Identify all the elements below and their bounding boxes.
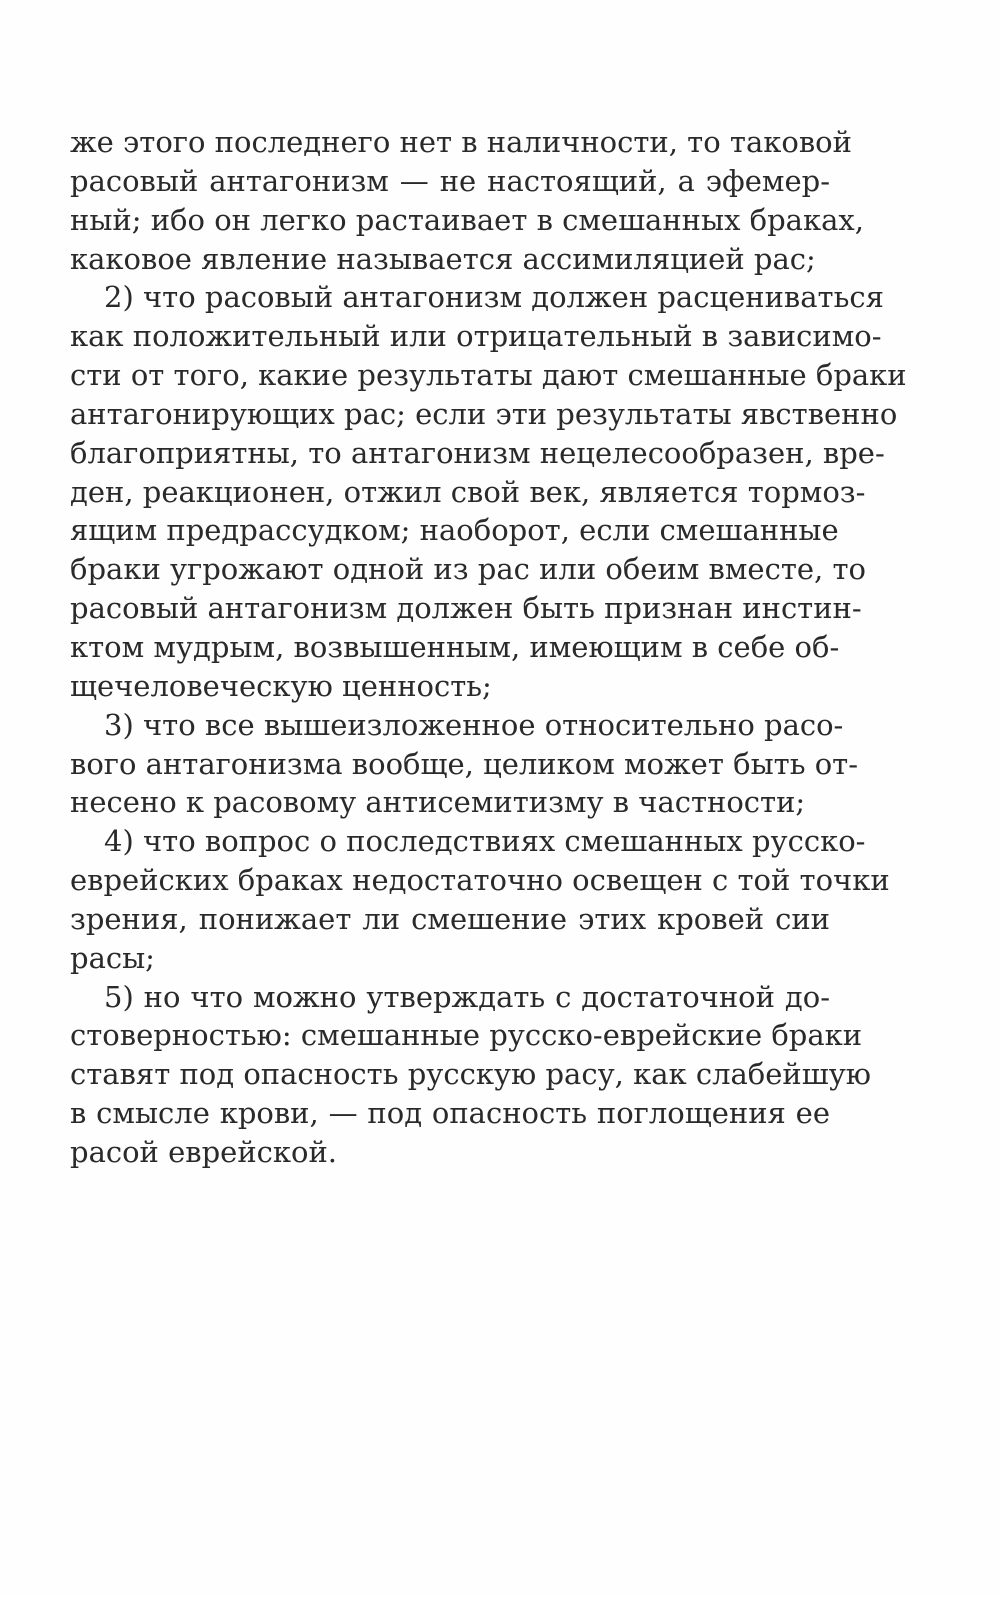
text-line: каковое явление называется ассимиляцией рас; xyxy=(70,241,816,276)
list-item-5-line: 5) но что можно утверждать с достаточной до- xyxy=(104,979,830,1014)
text-line: же этого последнего нет в наличности, то таковой xyxy=(70,125,852,159)
text-line: расы; xyxy=(70,940,155,975)
text-line: как положительный или отрицательный в зависимо- xyxy=(70,319,882,354)
body-text xyxy=(70,123,907,1172)
text-line: ставят под опасность русскую расу, как слабейшую xyxy=(70,1057,872,1092)
text-line: в смысле крови, — под опасность поглощения ее xyxy=(70,1096,830,1131)
text-line: расой еврейской. xyxy=(70,1134,338,1169)
text-line: расовый антагонизм должен быть признан инстин- xyxy=(70,591,862,626)
text-line: зрения, понижает ли смешение этих кровей сии xyxy=(70,901,830,936)
list-item-4-line: 4) что вопрос о последствиях смешанных русско- xyxy=(104,824,866,859)
text-line: еврейских браках недостаточно освещен с той точки xyxy=(70,863,890,898)
text-line: расовый антагонизм — не настоящий, а эфемер- xyxy=(70,163,830,198)
text-line: щечеловеческую ценность; xyxy=(70,668,492,703)
text-line: несено к расовому антисемитизму в частности; xyxy=(70,785,806,820)
text-line: ктом мудрым, возвышенным, имеющим в себе об- xyxy=(70,629,840,664)
text-line: стоверностью: смешанные русско-еврейские браки xyxy=(70,1018,863,1053)
text-line: ден, реакционен, отжил свой век, является тормоз- xyxy=(70,474,866,509)
list-item-3-line: 3) что все вышеизложенное относительно расо- xyxy=(104,707,844,742)
text-line: благоприятны, то антагонизм нецелесообразен, вре- xyxy=(70,435,885,470)
text-line: ный; ибо он легко растаивает в смешанных браках, xyxy=(70,202,864,237)
text-line: вого антагонизма вообще, целиком может быть от- xyxy=(70,746,858,781)
text-line: антагонирующих рас; если эти результаты явственно xyxy=(70,396,898,431)
list-item-2-line: 2) что расовый антагонизм должен расцениваться xyxy=(104,280,884,315)
text-line: сти от того, какие результаты дают смешанные браки xyxy=(70,358,907,393)
text-line: ящим предрассудком; наоборот, если смешанные xyxy=(70,513,839,548)
text-line: браки угрожают одной из рас или обеим вместе, то xyxy=(70,552,866,587)
